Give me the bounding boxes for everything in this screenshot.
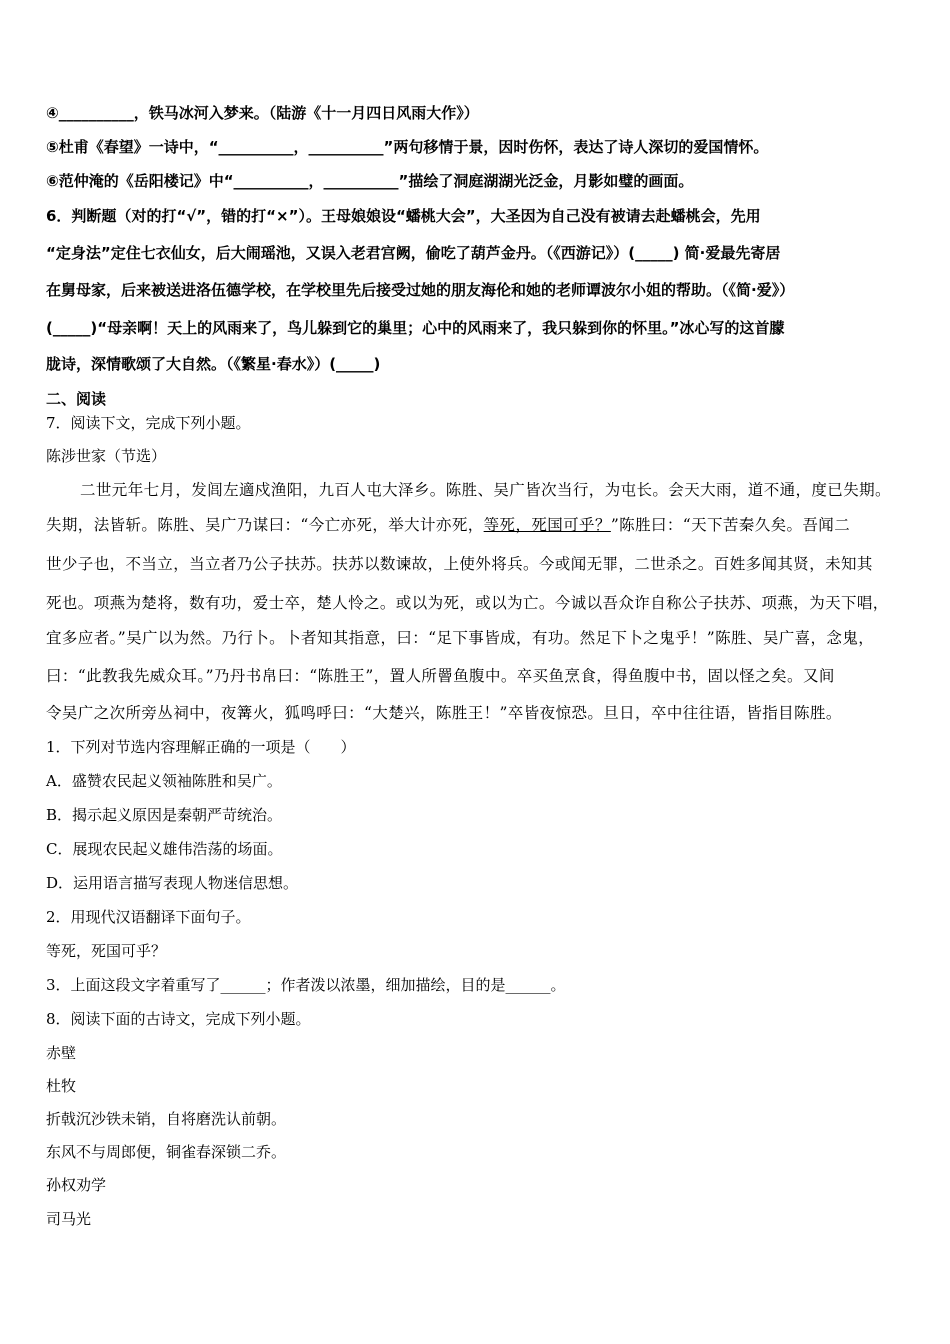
poem-line-2: 东风不与周郎便，铜雀春深锁二乔。: [46, 1143, 287, 1161]
section-heading-reading: 二、阅读: [46, 390, 107, 408]
passage-line: 二世元年七月，发闾左適戍渔阳，九百人屯大泽乡。陈胜、吴广皆次当行，为屯长。会天大雨，道不通，度已失期。: [80, 481, 891, 499]
judgement-question-line-3: 在舅母家，后来被送进洛伍德学校，在学校里先后接受过她的朋友海伦和她的老师谭波尔小姐的帮助。（《简·爱》）: [46, 281, 795, 299]
passage-text: 失期，法皆斩。陈胜、吴广乃谋曰：“今亡亦死，举大计亦死，: [46, 516, 484, 534]
option-c: C．展现农民起义雄伟浩荡的场面。: [46, 840, 283, 858]
option-b: B．揭示起义原因是秦朝严苛统治。: [46, 806, 283, 824]
poem-author: 杜牧: [46, 1077, 77, 1095]
second-passage-title: 孙权劝学: [46, 1176, 107, 1194]
sentence-to-translate: 等死，死国可乎？: [46, 942, 167, 960]
judgement-question-line-1: 6．判断题（对的打“√”，错的打“×”）。王母娘娘设“蟠桃大会”，大圣因为自己没有被请去赴蟠桃会，先用: [46, 207, 761, 225]
poem-fill-item-5: ⑤杜甫《春望》一诗中，“__________，__________”两句移情于景，因时伤怀，表达了诗人深切的爱国情怀。: [46, 138, 769, 156]
option-a: A．盛赞农民起义领袖陈胜和吴广。: [46, 772, 282, 790]
judgement-question-line-2: “定身法”定住七衣仙女，后大闹瑶池，又误入老君宫阙，偷吃了葫芦金丹。（《西游记》）(_____) 简·爱最先寄居: [46, 244, 781, 262]
sub-question-2: 2．用现代汉语翻译下面句子。: [46, 908, 251, 926]
passage-line: 死也。项燕为楚将，数有功，爱士卒，楚人怜之。或以为死，或以为亡。今诚以吾众诈自称公子扶苏、项燕，为天下唱，: [46, 594, 889, 612]
poem-line-1: 折戟沉沙铁未销，自将磨洗认前朝。: [46, 1110, 287, 1128]
passage-line: 宜多应者。”吴广以为然。乃行卜。卜者知其指意，曰：“足下事皆成，有功。然足下卜之鬼乎！”陈胜、吴广喜，念鬼，: [46, 629, 875, 647]
poem-fill-item-6: ⑥范仲淹的《岳阳楼记》中“__________，__________”描绘了洞庭湖湖光泛金，月影如璧的画面。: [46, 172, 694, 190]
second-passage-author: 司马光: [46, 1210, 92, 1228]
poem-fill-item-4: ④__________，铁马冰河入梦来。（陆游《十一月四日风雨大作》）: [46, 104, 479, 122]
underlined-sentence: 等死，死国可乎？: [483, 516, 611, 534]
passage-text: ”陈胜曰：“天下苦秦久矣。吾闻二: [610, 516, 851, 534]
judgement-question-line-5: 胧诗，深情歌颂了大自然。（《繁星·春水》）(_____): [46, 355, 381, 373]
passage-line: [46, 515, 850, 535]
passage-line: 令吴广之次所旁丛祠中，夜篝火，狐鸣呼曰：“大楚兴，陈胜王！”卒皆夜惊恐。旦日，卒中往往语，皆指目陈胜。: [46, 704, 842, 722]
passage-title: 陈涉世家（节选）: [46, 447, 167, 465]
question-7-prompt: 7．阅读下文，完成下列小题。: [46, 414, 251, 432]
poem-title: 赤壁: [46, 1044, 77, 1062]
passage-line: 曰：“此教我先威众耳。”乃丹书帛曰：“陈胜王”，置人所罾鱼腹中。卒买鱼烹食，得鱼腹中书，固以怪之矣。又间: [46, 667, 835, 685]
question-8-prompt: 8．阅读下面的古诗文，完成下列小题。: [46, 1010, 311, 1028]
passage-line: 世少子也，不当立，当立者乃公子扶苏。扶苏以数谏故，上使外将兵。今或闻无罪，二世杀之。百姓多闻其贤，未知其: [46, 555, 873, 573]
judgement-question-line-4: (_____)“母亲啊！天上的风雨来了，鸟儿躲到它的巢里；心中的风雨来了，我只躲到你的怀里。”冰心写的这首朦: [46, 319, 785, 337]
sub-question-1: 1．下列对节选内容理解正确的一项是（ ）: [46, 738, 356, 756]
sub-question-3: 3．上面这段文字着重写了______；作者泼以浓墨，细加描绘，目的是______。: [46, 976, 566, 994]
option-d: D．运用语言描写表现人物迷信思想。: [46, 874, 299, 892]
